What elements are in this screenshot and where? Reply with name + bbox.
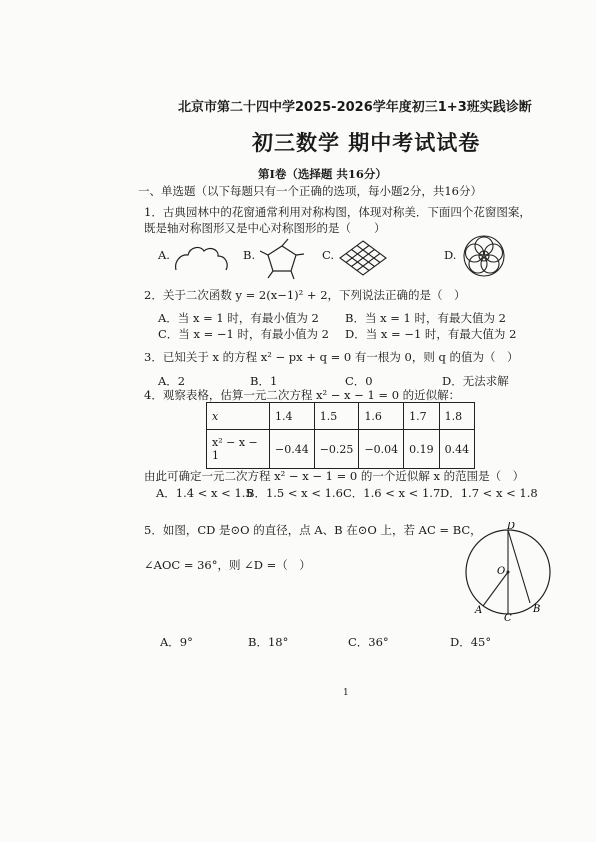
q2-option-a: A．当 x = 1 时，有最小值为 2 xyxy=(158,311,319,325)
q2-option-d: D．当 x = −1 时，有最大值为 2 xyxy=(345,327,517,341)
q3-stem: 3．已知关于 x 的方程 x² − px + q = 0 有一根为 0，则 q 的值为（ ） xyxy=(144,350,519,364)
q3-option-c: C．0 xyxy=(345,374,373,388)
section-heading: 一、单选题（以下每题只有一个正确的选项，每小题2分，共16分） xyxy=(138,184,482,198)
q1-label-d: D. xyxy=(444,248,457,262)
school-header: 北京市第二十四中学2025-2026学年度初三1+3班实践诊断 xyxy=(178,100,532,115)
part-heading: 第Ⅰ卷（选择题 共16分） xyxy=(258,167,387,181)
q4-option-d: D．1.7 < x < 1.8 xyxy=(440,486,538,500)
table-cell: 0.19 xyxy=(404,430,440,469)
circle-geometry-diagram xyxy=(458,522,558,622)
table-cell: 1.5 xyxy=(314,403,359,430)
exam-title: 初三数学 期中考试试卷 xyxy=(252,131,481,155)
q2-option-b: B．当 x = 1 时，有最大值为 2 xyxy=(345,311,506,325)
table-cell: x² − x − 1 xyxy=(207,430,270,469)
q5-stem-line2: ∠AOC = 36°，则 ∠D =（ ） xyxy=(144,558,311,572)
table-row xyxy=(207,430,475,469)
table-cell: 1.4 xyxy=(270,403,315,430)
table-cell: 1.6 xyxy=(359,403,404,430)
q5-option-a: A．9° xyxy=(160,635,193,649)
table-cell: −0.44 xyxy=(270,430,315,469)
table-cell: x xyxy=(207,403,270,430)
q4-option-c: C．1.6 < x < 1.7 xyxy=(343,486,441,500)
q5-option-b: B．18° xyxy=(248,635,289,649)
q4-option-a: A．1.4 < x < 1.5 xyxy=(156,486,253,500)
q3-option-b: B．1 xyxy=(250,374,278,388)
q4-stem: 4．观察表格，估算一元二次方程 x² − x − 1 = 0 的近似解： xyxy=(144,388,461,402)
q1-stem-line2: 既是轴对称图形又是中心对称图形的是（ ） xyxy=(144,221,386,235)
q5-option-c: C．36° xyxy=(348,635,389,649)
q3-option-d: D．无法求解 xyxy=(442,374,509,388)
cloud-window-icon xyxy=(172,242,230,274)
q4-conclusion: 由此可确定一元二次方程 x² − x − 1 = 0 的一个近似解 x 的范围是（ ） xyxy=(144,469,525,483)
page-number: 1 xyxy=(343,688,349,698)
table-cell: 1.8 xyxy=(439,403,475,430)
lattice-window-icon xyxy=(336,238,390,278)
point-label-c: C xyxy=(504,613,512,622)
table-cell: 1.7 xyxy=(404,403,440,430)
q5-stem-line1: 5．如图，CD 是⊙O 的直径，点 A、B 在⊙O 上，若 AC = BC， xyxy=(144,523,482,537)
table-cell: 0.44 xyxy=(439,430,475,469)
q5-option-d: D．45° xyxy=(450,635,492,649)
q1-stem-line1: 1．古典园林中的花窗通常利用对称构图，体现对称美．下面四个花窗图案， xyxy=(144,205,531,219)
q1-label-c: C. xyxy=(322,248,335,262)
table-cell: −0.04 xyxy=(359,430,404,469)
q3-option-a: A．2 xyxy=(158,374,186,388)
q4-option-b: B．1.5 < x < 1.6 xyxy=(246,486,343,500)
q1-label-a: A. xyxy=(158,248,170,262)
table-row xyxy=(207,403,475,430)
approximation-table xyxy=(206,402,475,469)
q2-option-c: C．当 x = −1 时，有最小值为 2 xyxy=(158,327,329,341)
q2-stem: 2．关于二次函数 y = 2(x−1)² + 2，下列说法正确的是（ ） xyxy=(144,288,466,302)
table-cell: −0.25 xyxy=(314,430,359,469)
q1-label-b: B. xyxy=(243,248,256,262)
point-label-o: O xyxy=(497,566,506,577)
flower-window-icon xyxy=(462,234,506,278)
point-label-b: B xyxy=(533,604,541,615)
pinwheel-window-icon xyxy=(258,238,306,280)
point-label-a: A xyxy=(475,605,483,616)
point-label-d: D xyxy=(507,522,516,532)
